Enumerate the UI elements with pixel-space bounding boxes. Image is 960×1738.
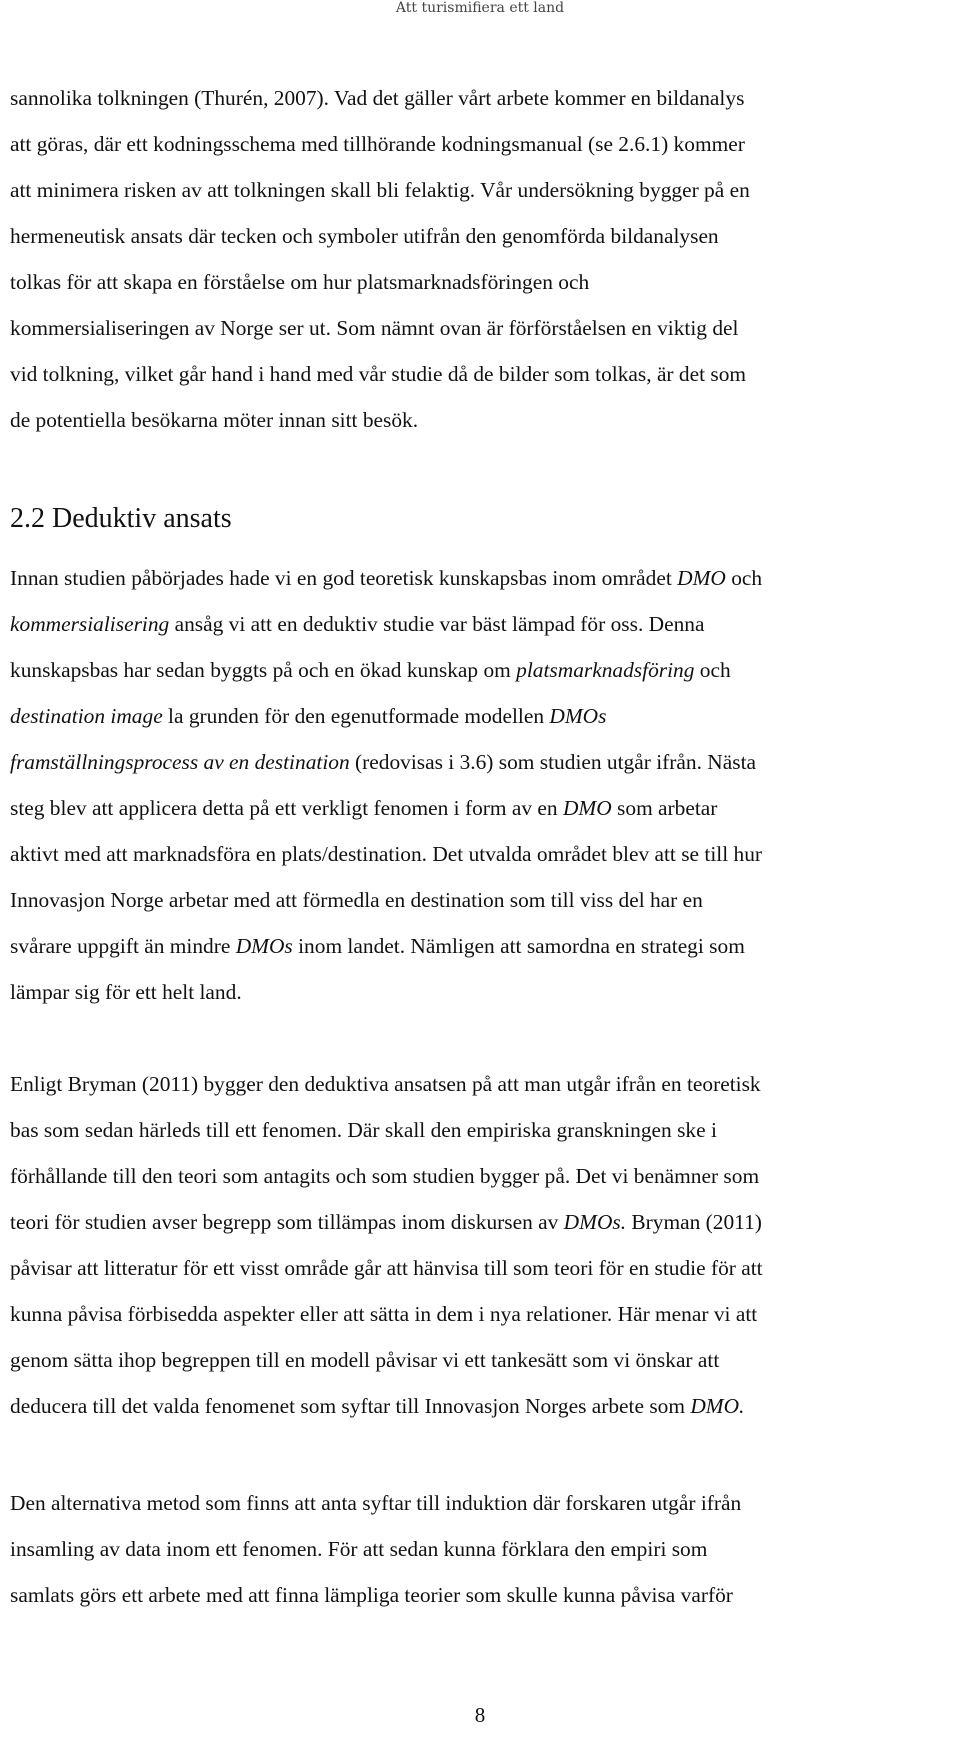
text-run: deducera till det valda fenomenet som syftar till Innovasjon Norges arbete som [10,1394,691,1418]
emphasis: framställningsprocess av en destination [10,750,350,774]
text-run: Innan studien påbörjades hade vi en god teoretisk kunskapsbas inom området [10,566,678,590]
text-line: Den alternativa metod som finns att anta syftar till induktion där forskaren utgår ifrån [10,1491,742,1515]
text-line: bas som sedan härleds till ett fenomen. Där skall den empiriska granskningen ske i [10,1118,717,1142]
text-run: teori för studien avser begrepp som tillämpas inom diskursen av [10,1210,564,1234]
text-line [10,647,960,693]
text-line: insamling av data inom ett fenomen. För att sedan kunna förklara den empiri som [10,1537,708,1561]
emphasis: DMO [677,566,726,590]
text-line: förhållande till den teori som antagits och som studien bygger på. Det vi benämner som [10,1164,760,1188]
text-line: sannolika tolkningen (Thurén, 2007). Vad det gäller vårt arbete kommer en bildanalys [10,86,745,110]
text-line: aktivt med att marknadsföra en plats/destination. Det utvalda området blev att se till hur [10,842,763,866]
page-number: 8 [474,1703,486,1727]
text-run: ansåg vi att en deduktiv studie var bäst lämpad för oss. Denna [169,612,705,636]
text-line: kunna påvisa förbisedda aspekter eller att sätta in dem i nya relationer. Här menar vi att [10,1302,758,1326]
emphasis: DMO. [690,1394,745,1418]
emphasis: DMOs [549,704,607,728]
text-run: kunskapsbas har sedan byggts på och en ökad kunskap om [10,658,517,682]
paragraph-deductive-approach [10,555,960,1015]
text-run: inom landet. Nämligen att samordna en strategi som [292,934,745,958]
text-line: påvisar att litteratur för ett visst område går att hänvisa till som teori för en studie för att [10,1256,763,1280]
paragraph-interpretation [10,75,960,443]
paragraph-induction [10,1480,960,1618]
text-line: samlats görs ett arbete med att finna lämpliga teorier som skulle kunna påvisa varför [10,1583,733,1607]
text-run: Bryman (2011) [626,1210,762,1234]
text-run: svårare uppgift än mindre [10,934,236,958]
text-line: vid tolkning, vilket går hand i hand med vår studie då de bilder som tolkas, är det som [10,362,747,386]
text-line: genom sätta ihop begreppen till en modell påvisar vi ett tankesätt som vi önskar att [10,1348,720,1372]
emphasis: DMO [562,796,612,820]
text-run: (redovisas i 3.6) som studien utgår ifrån. Nästa [349,750,756,774]
emphasis: platsmarknadsföring [516,658,695,682]
text-run: steg blev att applicera detta på ett verkligt fenomen i form av en [10,796,563,820]
text-line [10,693,960,739]
emphasis: DMOs. [563,1210,627,1234]
emphasis: destination image [10,704,163,728]
text-line: kommersialiseringen av Norge ser ut. Som nämnt ovan är förförståelsen en viktig del [10,316,739,340]
text-line [10,1383,960,1429]
text-run: som arbetar [611,796,718,820]
text-run: och [694,658,731,682]
text-run: la grunden för den egenutformade modellen [162,704,550,728]
text-line: hermeneutisk ansats där tecken och symboler utifrån den genomförda bildanalysen [10,224,719,248]
text-line: tolkas för att skapa en förståelse om hur platsmarknadsföringen och [10,270,590,294]
emphasis: DMOs [235,934,293,958]
text-line: lämpar sig för ett helt land. [10,980,242,1004]
text-line [10,923,960,969]
text-line [10,739,960,785]
text-line [10,1199,960,1245]
text-line: de potentiella besökarna möter innan sitt besök. [10,408,419,432]
emphasis: kommersialisering [10,612,170,636]
paragraph-bryman-theory [10,1061,960,1429]
running-header: Att turismifiera ett land [395,0,565,16]
text-line: att göras, där ett kodningsschema med tillhörande kodningsmanual (se 2.6.1) kommer [10,132,745,156]
text-line: Enligt Bryman (2011) bygger den deduktiva ansatsen på att man utgår ifrån en teoretisk [10,1072,761,1096]
text-line [10,785,960,831]
text-line: Innovasjon Norge arbetar med att förmedla en destination som till viss del har en [10,888,703,912]
text-line [10,555,960,601]
text-line: att minimera risken av att tolkningen skall bli felaktig. Vår undersökning bygger på en [10,178,750,202]
text-line [10,601,960,647]
section-heading: 2.2 Deduktiv ansats [10,503,232,534]
text-run: och [725,566,763,590]
